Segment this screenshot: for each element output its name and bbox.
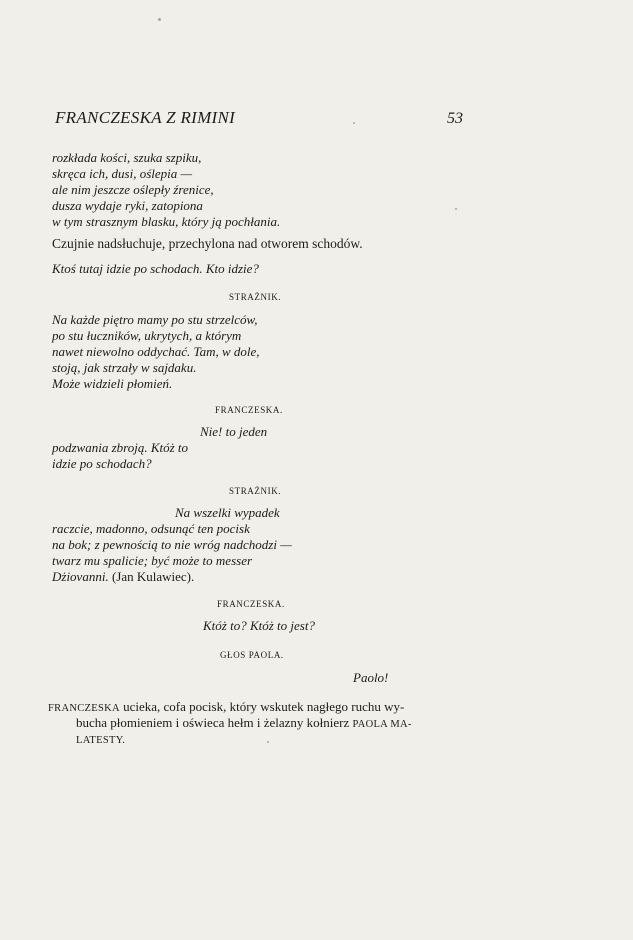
character-name: FRANCZESKA — [48, 703, 120, 714]
paper-speck — [158, 18, 161, 21]
verse-line: Ktoś tutaj idzie po schodach. Kto idzie? — [52, 261, 259, 276]
verse-line — [52, 569, 194, 585]
verse-line: idzie po schodach? — [52, 456, 152, 471]
speaker-label: FRANCZESKA. — [217, 599, 285, 609]
verse-attribution: (Jan Kulawiec). — [108, 569, 195, 584]
verse-line: po stu łuczników, ukrytych, a którym — [52, 328, 242, 343]
paper-speck — [353, 122, 355, 124]
page-number: 53 — [447, 110, 463, 127]
verse-line: twarz mu spalicie; być może to messer — [52, 553, 253, 568]
verse-line: nawet niewolno oddychać. Tam, w dole, — [52, 344, 260, 359]
paper-speck — [455, 208, 457, 210]
verse-line: skręca ich, dusi, oślepia — — [52, 166, 193, 181]
verse-line: ale nim jeszcze oślepły źrenice, — [52, 182, 214, 197]
speaker-label: FRANCZESKA. — [215, 405, 283, 415]
verse-line: w tym strasznym blasku, który ją pochłania. — [52, 214, 281, 229]
stage-text: ucieka, cofa pocisk, który wskutek nagłego ruchu wy- — [119, 699, 405, 714]
verse-line: stoją, jak strzały w sajdaku. — [52, 360, 197, 375]
paper-speck — [267, 741, 269, 743]
verse-line: dusza wydaje ryki, zatopiona — [52, 198, 203, 213]
verse-line: raczcie, madonno, odsunąć ten pocisk — [52, 521, 250, 536]
speaker-label: STRAŻNIK. — [229, 486, 282, 496]
verse-line: rozkłada kości, szuka szpiku, — [52, 150, 202, 165]
running-header — [55, 108, 463, 130]
verse-line: Na każde piętro mamy po stu strzelców, — [52, 312, 258, 327]
verse-italic-name: Dżiovanni. — [52, 569, 109, 584]
verse-line: Paolo! — [353, 670, 389, 685]
stage-direction-line — [76, 715, 412, 733]
verse-line: Któż to? Któż to jest? — [203, 618, 315, 633]
stage-text: bucha płomieniem i oświeca hełm i żelazny kołnierz — [76, 715, 353, 730]
speaker-label: STRAŻNIK. — [229, 292, 282, 302]
stage-direction-line — [76, 731, 125, 749]
running-title: FRANCZESKA Z RIMINI — [55, 108, 236, 127]
character-name: LATESTY. — [76, 735, 126, 746]
stage-direction: Czujnie nadsłuchuje, przechylona nad otworem schodów. — [52, 236, 363, 251]
character-name: PAOLA MA- — [352, 719, 412, 730]
speaker-label: GŁOS PAOLA. — [220, 650, 284, 660]
verse-line: Na wszelki wypadek — [175, 505, 280, 520]
verse-line: Nie! to jeden — [200, 424, 268, 439]
verse-line: podzwania zbroją. Któż to — [52, 440, 189, 455]
verse-line: na bok; z pewnością to nie wróg nadchodzi — — [52, 537, 292, 552]
verse-line: Może widzieli płomień. — [52, 376, 173, 391]
